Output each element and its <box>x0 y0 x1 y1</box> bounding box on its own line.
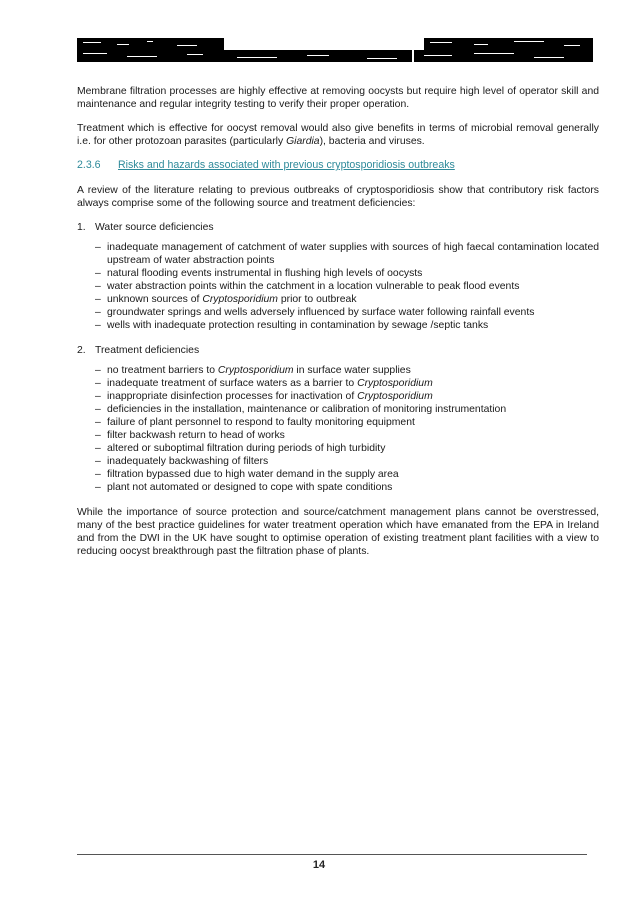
page-number: 14 <box>312 859 326 871</box>
list-item: – filtration bypassed due to high water demand in the supply area <box>95 468 599 481</box>
paragraph-literature-review: A review of the literature relating to previous outbreaks of cryptosporidiosis show that contributory risk factors always comprise some of the following source and treatment deficiencies: <box>77 185 599 209</box>
list-item: – filter backwash return to head of works <box>95 429 599 442</box>
footer-divider <box>77 854 587 855</box>
header-left-bar <box>77 38 224 50</box>
water-source-list <box>77 241 599 332</box>
list-item: – wells with inadequate protection resulting in contamination by sewage /septic tanks <box>95 319 599 332</box>
list-item: – water abstraction points within the catchment in a location vulnerable to peak flood events <box>95 280 599 293</box>
paragraph-membrane-filtration: Membrane filtration processes are highly effective at removing oocysts but require high level of operator skill and maintenance and regular integrity testing to verify their proper operation. <box>77 86 599 110</box>
list-item: – failure of plant personnel to respond to faulty monitoring equipment <box>95 416 599 429</box>
section-heading <box>77 159 599 172</box>
list-item: – groundwater springs and wells adversely influenced by surface water following rainfall events <box>95 306 599 319</box>
section-title: Risks and hazards associated with previous cryptosporidiosis outbreaks <box>118 159 455 171</box>
list-heading-water-source: 1. Water source deficiencies <box>77 222 214 233</box>
list-heading-treatment: 2. Treatment deficiencies <box>77 345 200 356</box>
paragraph-best-practice: While the importance of source protection and source/catchment management plans cannot be overstressed, many of the best practice guidelines for water treatment operation which have emanated from the EPA in Ireland and from the DWI in the UK have sought to optimise operation of existing treatment plant facilities with a view to reducing oocyst breakthrough past the filtration phase of plants. <box>77 507 599 557</box>
list-item: – inappropriate disinfection processes for inactivation of Cryptosporidium <box>95 390 599 403</box>
section-number: 2.3.6 <box>77 159 101 171</box>
paragraph-treatment-benefits: Treatment which is effective for oocyst removal would also give benefits in terms of microbial removal generally i.e. for other protozoan parasites (particularly Giardia), bacteria and viruses. <box>77 123 599 147</box>
treatment-deficiencies-list <box>77 364 599 494</box>
list-item: – unknown sources of Cryptosporidium prior to outbreak <box>95 293 599 306</box>
list-item: – inadequate management of catchment of water supplies with sources of high faecal contamination located upstream of water abstraction points <box>95 241 599 267</box>
list-item: – natural flooding events instrumental in flushing high levels of oocysts <box>95 267 599 280</box>
list-item: – plant not automated or designed to cope with spate conditions <box>95 481 599 494</box>
page-content <box>77 85 599 569</box>
list-item: – inadequately backwashing of filters <box>95 455 599 468</box>
list-item: – inadequate treatment of surface waters as a barrier to Cryptosporidium <box>95 377 599 390</box>
header-right-bar <box>424 38 593 50</box>
header-left-bar-2 <box>77 50 412 62</box>
list-item: – no treatment barriers to Cryptosporidium in surface water supplies <box>95 364 599 377</box>
list-item: – altered or suboptimal filtration during periods of high turbidity <box>95 442 599 455</box>
header-right-bar-2 <box>414 50 593 62</box>
list-item: – deficiencies in the installation, maintenance or calibration of monitoring instrumentation <box>95 403 599 416</box>
